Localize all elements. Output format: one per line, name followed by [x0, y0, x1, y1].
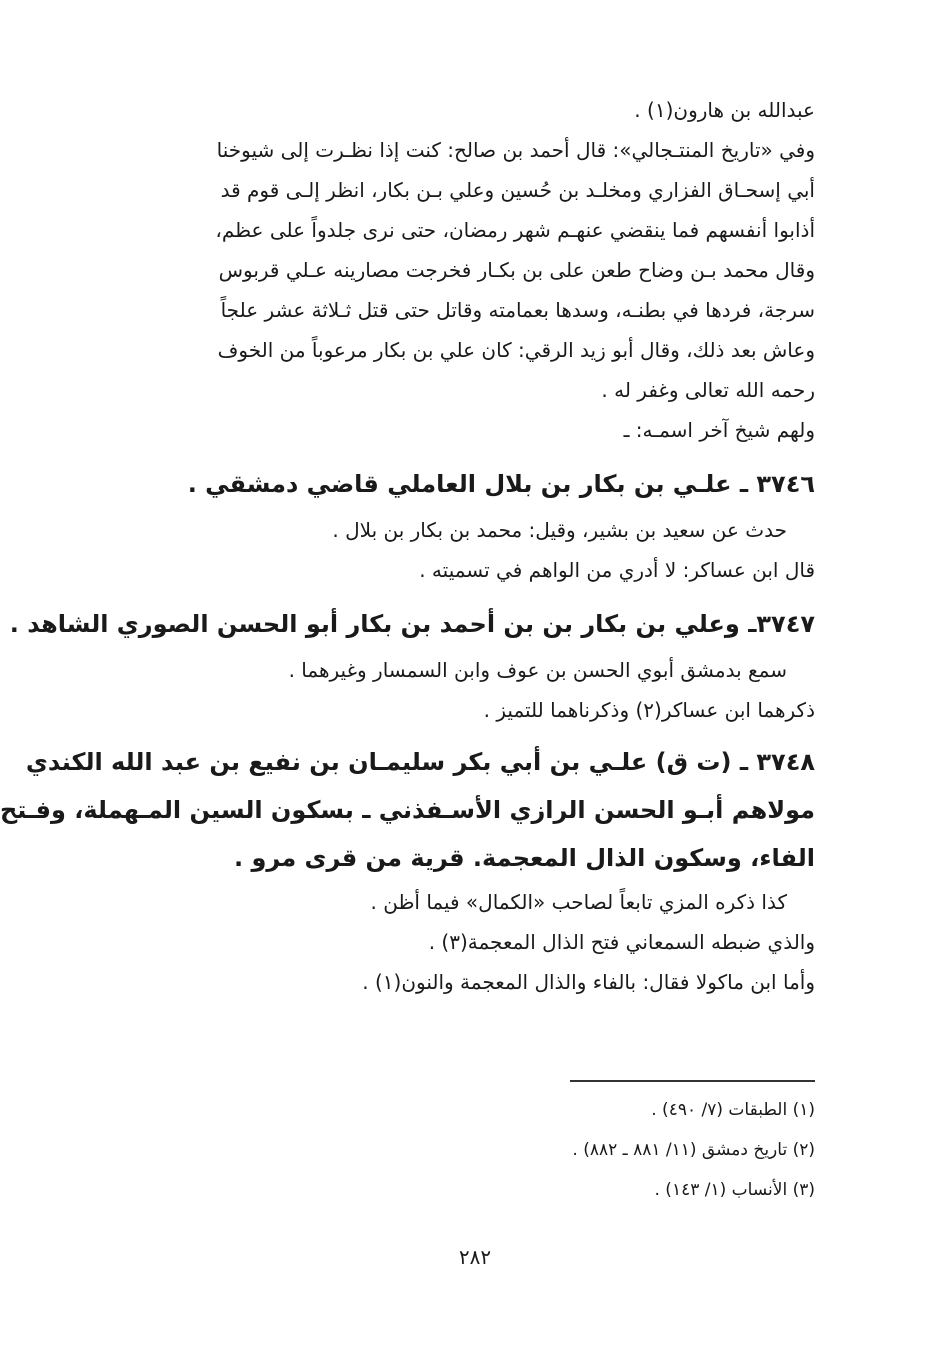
text-line: ذكرهما ابن عساكر(٢) وذكرناهما للتميز .	[483, 698, 815, 722]
text-line: أذابوا أنفسهم فما ينقضي عنهـم شهر رمضان، حتى نرى جلدواً على عظم،	[215, 218, 815, 242]
text-line: وفي «تاريخ المنتـجالي»: قال أحمد بن صالح: كنت إذا نظـرت إلى شيوخنا	[216, 138, 815, 162]
body-text	[160, 90, 815, 450]
text-line: حدث عن سعيد بن بشير، وقيل: محمد بن بكار بن بلال .	[332, 518, 787, 542]
footnotes	[160, 1090, 815, 1210]
entry-3746	[160, 458, 815, 590]
entry-3748	[0, 738, 815, 1002]
text-line: رحمه الله تعالى وغفر له .	[601, 378, 815, 402]
text-line: أبي إسحـاق الفزاري ومخلـد بن حُسين وعلي بـن بكار، انظر إلـى قوم قد	[220, 178, 815, 202]
page-number: ٢٨٢	[458, 1245, 492, 1269]
text-line: سمع بدمشق أبوي الحسن بن عوف وابن السمسار وغيرهما .	[288, 658, 787, 682]
entry-3747	[9, 598, 815, 730]
text-line: كذا ذكره المزي تابعاً لصاحب «الكمال» فيما أظن .	[370, 890, 787, 914]
footnote: (٢) تاريخ دمشق (١١/ ٨٨١ ـ ٨٨٢) .	[572, 1140, 815, 1160]
footnote: (١) الطبقات (٧/ ٤٩٠) .	[651, 1100, 815, 1120]
text-line: والذي ضبطه السمعاني فتح الذال المعجمة(٣) .	[428, 930, 815, 954]
entry-heading: ٣٧٤٦ ـ علـي بن بكار بن بلال العاملي قاضي دمشقي .	[187, 470, 815, 498]
text-line: وأما ابن ماكولا فقال: بالفاء والذال المعجمة والنون(١) .	[362, 970, 815, 994]
text-line: سرجة، فردها في بطنـه، وسدها بعمامته وقاتل حتى قتل ثـلاثة عشر علجاً	[220, 298, 815, 322]
entry-heading: ٣٧٤٨ ـ (ت ق) علـي بن أبي بكر سليمـان بن نفيع بن عبد الله الكندي	[25, 748, 815, 776]
entry-heading: ٣٧٤٧ـ وعلي بن بكار بن بن أحمد بن بكار أبو الحسن الصوري الشاهد .	[9, 610, 815, 638]
text-line: وعاش بعد ذلك، وقال أبو زيد الرقي: كان علي بن بكار مرعوباً من الخوف	[217, 338, 815, 362]
text-line: عبدالله بن هارون(١) .	[634, 98, 815, 122]
footnote: (٣) الأنساب (١/ ١٤٣) .	[654, 1180, 815, 1200]
text-line: قال ابن عساكر: لا أدري من الواهم في تسميته .	[419, 558, 815, 582]
entry-heading: مولاهم أبـو الحسن الرازي الأسـفذني ـ بسكون السين المـهملة، وفـتح	[0, 796, 815, 824]
text-line: وقال محمد بـن وضاح طعن على بن بكـار فخرجت مصارينه عـلي قربوس	[218, 258, 815, 282]
footnote-divider	[570, 1080, 815, 1082]
text-line: ولهم شيخ آخر اسمـه: ـ	[623, 418, 815, 442]
entry-heading: الفاء، وسكون الذال المعجمة. قرية من قرى مرو .	[234, 844, 815, 872]
